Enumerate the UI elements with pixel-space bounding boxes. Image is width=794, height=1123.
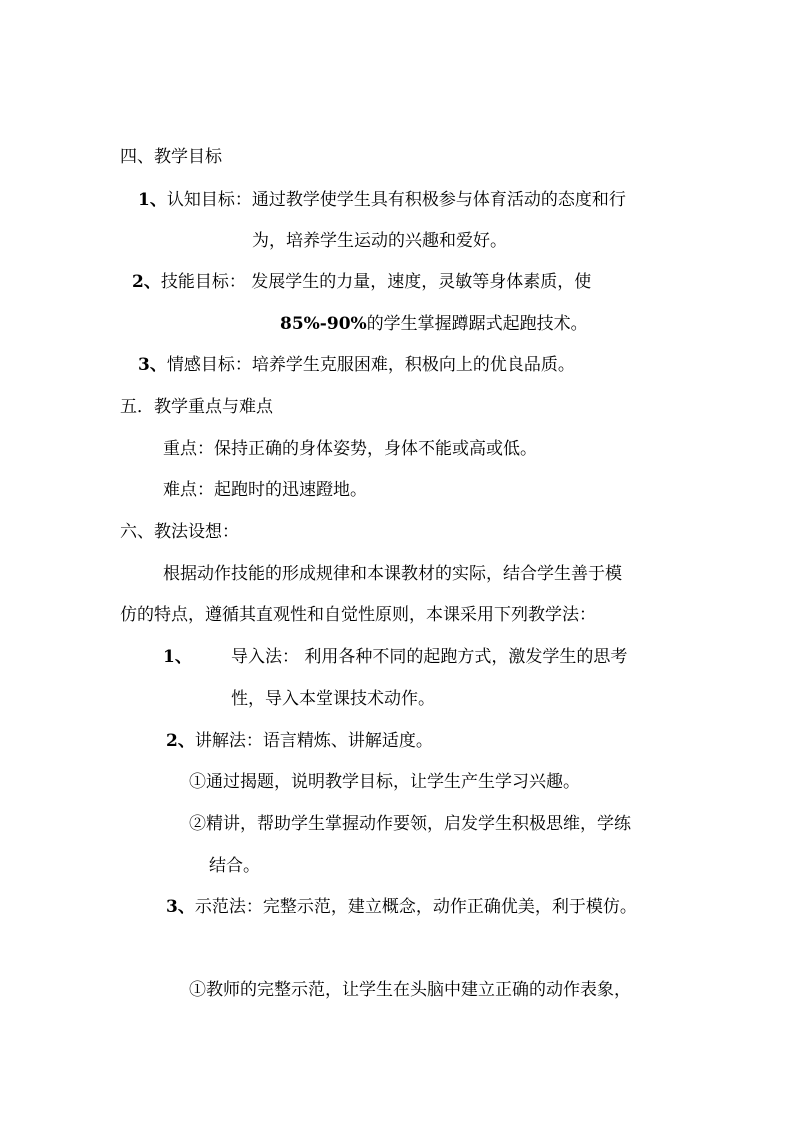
- method-3: [166, 896, 637, 918]
- objective-2-percentage: 85%-90%: [280, 314, 367, 334]
- section-5-heading: 五．教学重点与难点: [120, 397, 273, 417]
- method-intro-line-2: 仿的特点，遵循其直观性和自觉性原则，本课采用下列教学法：: [120, 605, 596, 625]
- objective-1-continuation: 为，培养学生运动的兴趣和爱好。: [252, 231, 507, 251]
- section-4-heading: 四、教学目标: [120, 147, 222, 167]
- objective-3-number: 3、: [138, 355, 167, 375]
- method-1-text: 导入法： 利用各种不同的起跑方式，激发学生的思考: [231, 647, 628, 667]
- objective-3-text: 情感目标：培养学生克服困难，积极向上的优良品质。: [166, 355, 575, 375]
- difficulty: 难点：起跑时的迅速蹬地。: [163, 480, 367, 500]
- method-2-sub-2-continuation: 结合。: [209, 856, 260, 876]
- method-2-sub-1: ①通过揭题，说明教学目标，让学生产生学习兴趣。: [189, 772, 580, 792]
- method-3-title: 示范法：完整示范，建立概念，动作正确优美，利于模仿。: [194, 897, 637, 917]
- method-2-number: 2、: [166, 731, 195, 751]
- method-1-number: 1、: [163, 647, 192, 667]
- key-point: 重点：保持正确的身体姿势，身体不能或高或低。: [163, 439, 537, 459]
- method-2: [166, 730, 433, 752]
- objective-2-number: 2、: [132, 272, 161, 292]
- objective-3: [138, 354, 575, 376]
- objective-1-number: 1、: [138, 190, 167, 210]
- method-2-sub-2: ②精讲，帮助学生掌握动作要领，启发学生积极思维，学练: [189, 814, 631, 834]
- method-2-title: 讲解法：语言精炼、讲解适度。: [194, 731, 433, 751]
- method-intro-line-1: 根据动作技能的形成规律和本课教材的实际，结合学生善于模: [163, 564, 622, 584]
- objective-2: [132, 271, 591, 293]
- objective-1-text: 认知目标：通过教学使学生具有积极参与体育活动的态度和行: [166, 190, 626, 210]
- method-3-number: 3、: [166, 897, 195, 917]
- objective-2-continuation: [280, 313, 588, 335]
- method-3-sub-1: ①教师的完整示范，让学生在头脑中建立正确的动作表象，: [189, 980, 631, 1000]
- objective-1: [138, 189, 626, 211]
- section-6-heading: 六、教法设想：: [120, 522, 239, 542]
- method-1-continuation: 性，导入本堂课技术动作。: [231, 689, 435, 709]
- objective-2-text: 技能目标： 发展学生的力量，速度，灵敏等身体素质，使: [160, 272, 592, 292]
- objective-2-continuation-text: 的学生掌握蹲踞式起跑技术。: [366, 314, 588, 334]
